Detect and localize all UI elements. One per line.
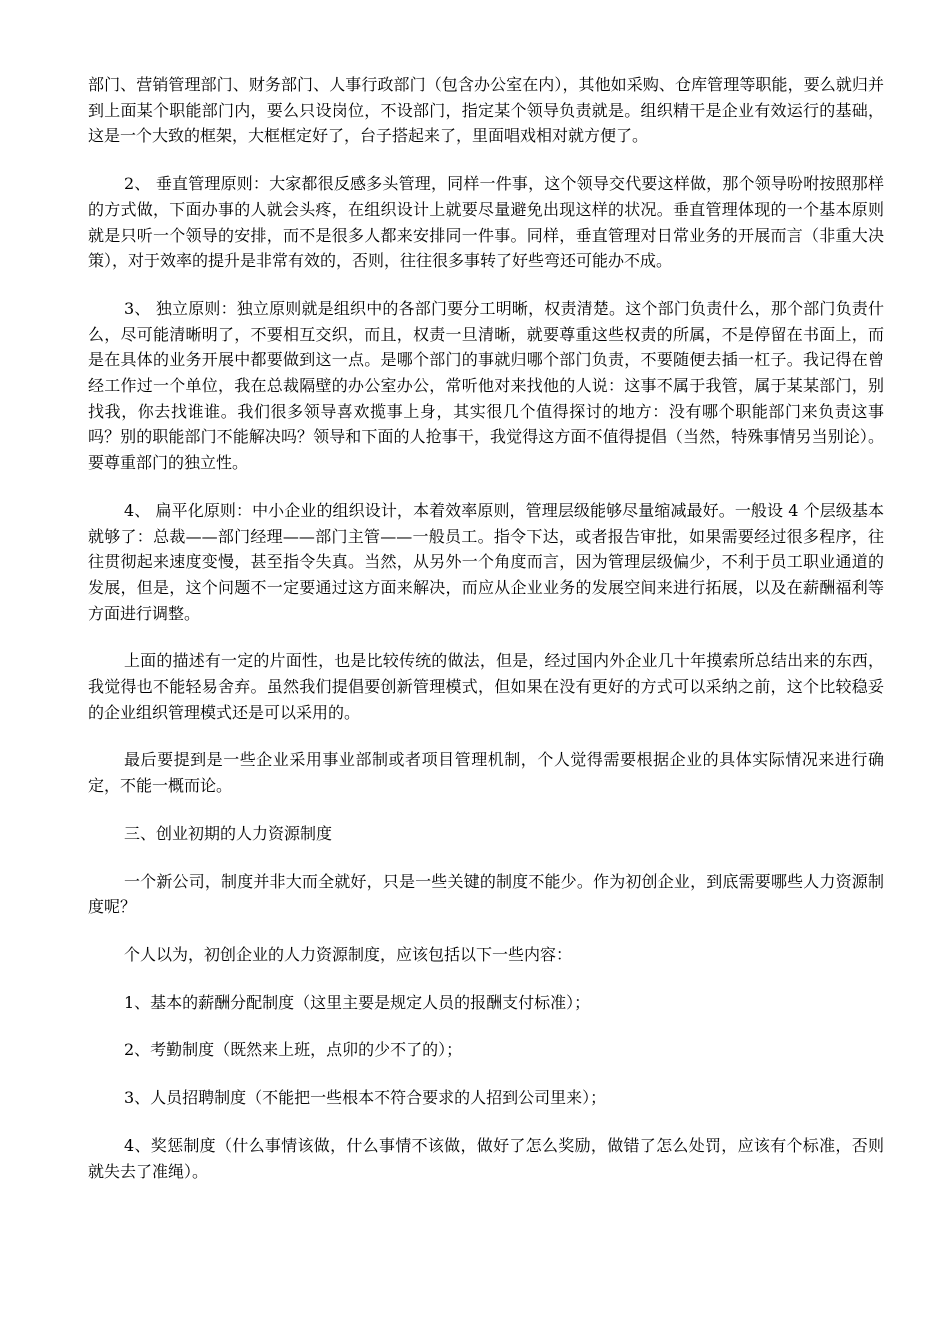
paragraph-list-intro: 个人以为，初创企业的人力资源制度，应该包括以下一些内容： (124, 944, 573, 964)
list-item-salary: 1、基本的薪酬分配制度（这里主要是规定人员的报酬支付标准）； (124, 992, 591, 1012)
document-page (88, 72, 884, 1206)
paragraph-org-structure-continued: 部门、营销管理部门、财务部门、人事行政部门（包含办公室在内），其他如采购、仓库管理等职能，要么就归并到上面某个职能部门内，要么只设岗位，不设部门，指定某个领导负责就是。组织精干是企业有效运行的基础，这是一个大致的框架，大框框定好了，台子搭起来了，里面唱戏相对就方便了。 (88, 75, 884, 146)
list-item-rewards-penalties: 4、奖惩制度（什么事情该做，什么事情不该做，做好了怎么奖励，做错了怎么处罚，应该有个标准，否则就失去了准绳）。 (88, 1135, 884, 1181)
paragraph-flattening-principle: 4、 扁平化原则：中小企业的组织设计，本着效率原则，管理层级能够尽量缩减最好。一般设 4 个层级基本就够了：总裁——部门经理——部门主管——一般员工。指令下达，或者报告审批，如果需要经过很多程序，往往贯彻起来速度变慢，甚至指令失真。当然，从另外一个角度而言，因为管理层级偏少，不利于员工职业通道的发展，但是，这个问题不一定要通过这方面来解决，而应从企业业务的发展空间来进行拓展，以及在薪酬福利等方面进行调整。 (88, 500, 884, 623)
paragraph-independence-principle: 3、 独立原则：独立原则就是组织中的各部门要分工明晰，权责清楚。这个部门负责什么，那个部门负责什么，尽可能清晰明了，不要相互交织，而且，权责一旦清晰，就要尊重这些权责的所属，不是停留在书面上，而是在具体的业务开展中都要做到这一点。是哪个部门的事就归哪个部门负责，不要随便去插一杠子。我记得在曾经工作过一个单位，我在总裁隔壁的办公室办公，常听他对来找他的人说：这事不属于我管，属于某某部门，别找我，你去找谁谁。我们很多领导喜欢揽事上身，其实很几个值得探讨的地方：没有哪个职能部门来负责这事吗？别的职能部门不能解决吗？领导和下面的人抢事干，我觉得这方面不值得提倡（当然，特殊事情另当别论）。要尊重部门的独立性。 (88, 298, 884, 473)
paragraph-vertical-management: 2、 垂直管理原则：大家都很反感多头管理，同样一件事，这个领导交代要这样做，那个领导吩咐按照那样的方式做，下面办事的人就会头疼，在组织设计上就要尽量避免出现这样的状况。垂直管理体现的一个基本原则就是只听一个领导的安排，而不是很多人都来安排同一件事。同样，垂直管理对日常业务的开展而言（非重大决策），对于效率的提升是非常有效的，否则，往往很多事转了好些弯还可能办不成。 (88, 174, 884, 271)
section-heading-hr-systems: 三、创业初期的人力资源制度 (124, 823, 333, 843)
paragraph-summary: 上面的描述有一定的片面性，也是比较传统的做法，但是，经过国内外企业几十年摸索所总结出来的东西，我觉得也不能轻易舍弃。虽然我们提倡要创新管理模式，但如果在没有更好的方式可以采纳之前，这个比较稳妥的企业组织管理模式还是可以采用的。 (88, 651, 884, 722)
list-item-attendance: 2、考勤制度（既然来上班，点卯的少不了的）； (124, 1040, 463, 1060)
paragraph-new-company: 一个新公司，制度并非大而全就好，只是一些关键的制度不能少。作为初创企业，到底需要哪些人力资源制度呢？ (88, 871, 884, 917)
paragraph-business-unit: 最后要提到是一些企业采用事业部制或者项目管理机制，个人觉得需要根据企业的具体实际情况来进行确定，不能一概而论。 (88, 750, 884, 796)
list-item-recruitment: 3、人员招聘制度（不能把一些根本不符合要求的人招到公司里来）； (124, 1088, 607, 1108)
